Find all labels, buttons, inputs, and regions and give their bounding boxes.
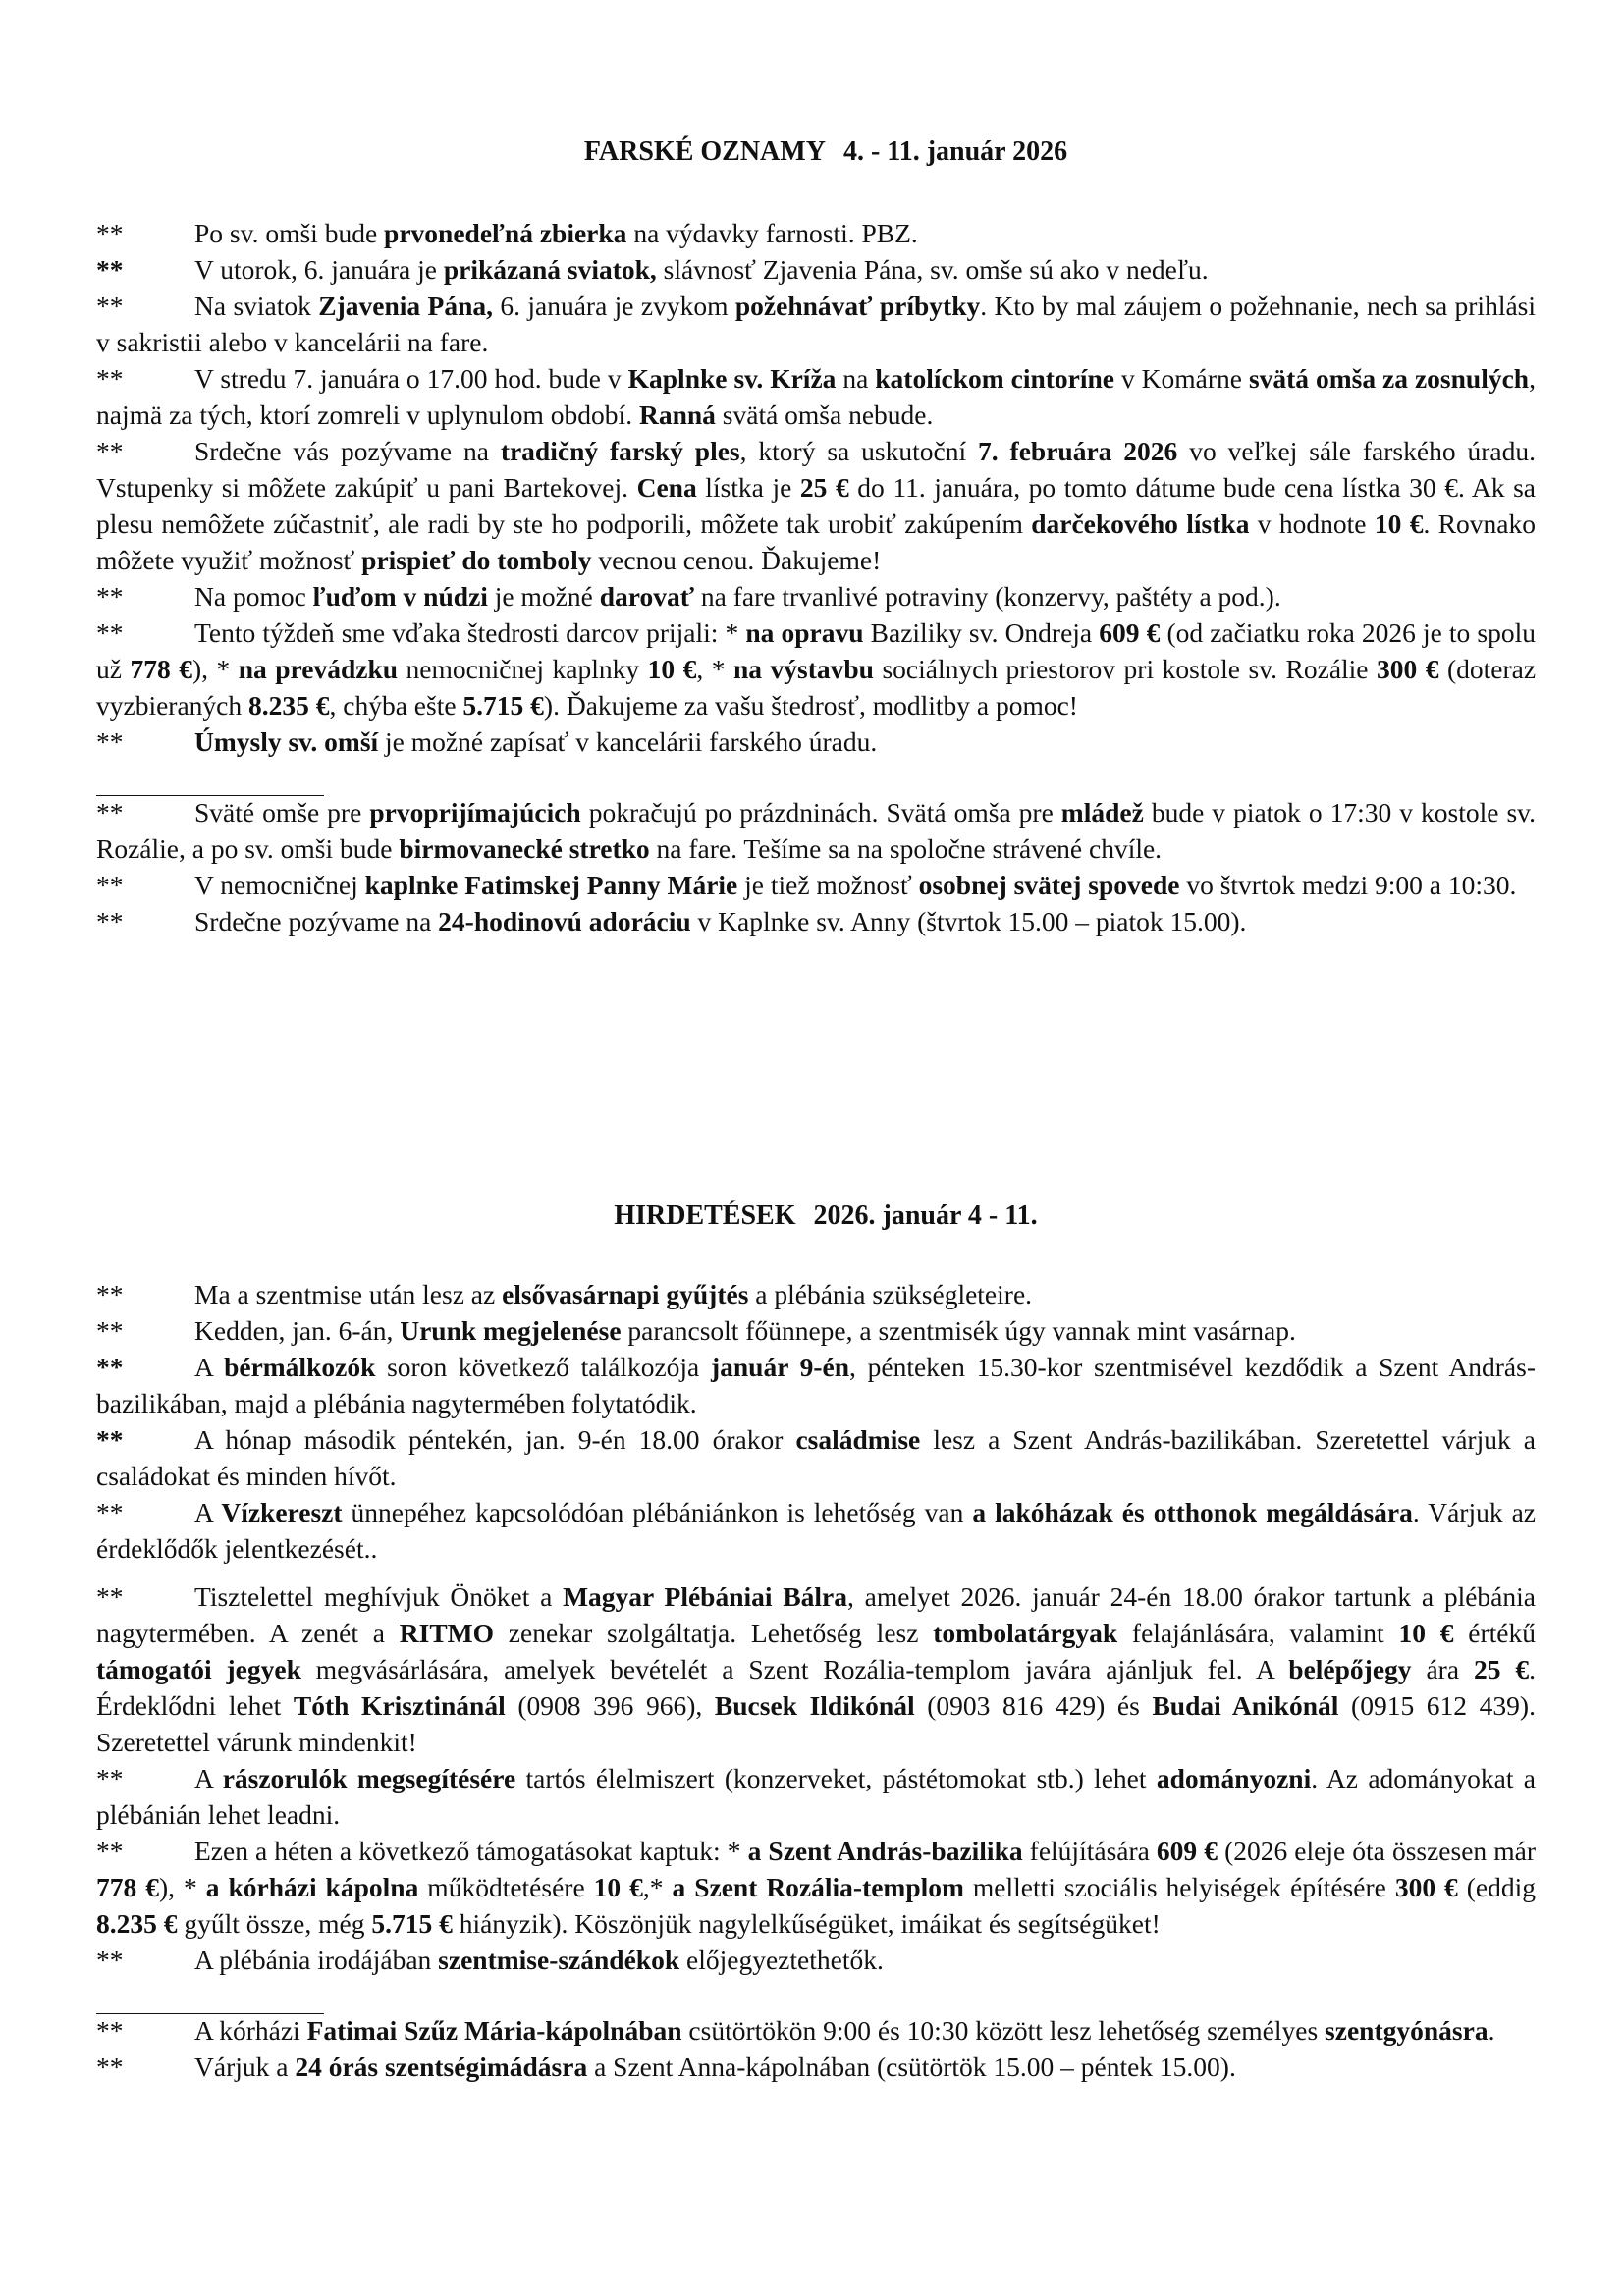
section-hungarian-announcements xyxy=(96,1276,1536,2085)
bullet-marker: ** xyxy=(96,218,124,248)
announcement-item xyxy=(96,1276,1536,1312)
section-title-hungarian xyxy=(96,1198,1536,1234)
emphasized-text: 10 € xyxy=(647,654,697,684)
body-text: na xyxy=(836,363,876,394)
body-text: na výdavky farnosti. PBZ. xyxy=(626,218,918,248)
emphasized-text: Kaplnke sv. Kríža xyxy=(627,363,837,394)
emphasized-text: szentmise-szándékok xyxy=(438,1945,680,1975)
body-text: A xyxy=(194,1352,225,1382)
section-title-slovak xyxy=(96,133,1536,170)
body-text: sociálnych priestorov pri kostole sv. Rozálie xyxy=(873,654,1377,684)
body-text: vecnou cenou. Ďakujeme! xyxy=(591,545,882,575)
body-text: A xyxy=(194,1763,223,1793)
announcement-item xyxy=(96,1312,1536,1349)
announcement-item xyxy=(96,215,1536,251)
body-text: A kórházi xyxy=(194,2015,307,2046)
body-text: bude v piatok o 17:30 v kostole sv. Rozálie, a po sv. omši bude xyxy=(96,797,1536,864)
body-text: na fare. Tešíme sa na spoločne strávené chvíle. xyxy=(649,833,1163,864)
announcement-item xyxy=(96,903,1536,939)
body-text: Tento týždeň sme vďaka štedrosti darcov prijali: * xyxy=(194,617,746,648)
body-text: (0908 396 966), xyxy=(505,1690,715,1721)
emphasized-text: tradičný farský ples xyxy=(500,436,740,466)
bullet-marker: ** xyxy=(96,870,124,900)
body-text: Kedden, jan. 6-án, xyxy=(194,1315,401,1346)
body-text: . Rovnako môžete využiť možnosť xyxy=(96,508,1536,575)
body-text: ára xyxy=(1411,1654,1474,1684)
emphasized-text: 10 € xyxy=(1398,1618,1454,1648)
body-text: (eddig xyxy=(1457,1872,1537,1902)
body-text: zenekar szolgáltatja. Lehetőség lesz xyxy=(494,1618,934,1648)
emphasized-text: svätá omša za zosnulých xyxy=(1248,363,1530,394)
emphasized-text: RITMO xyxy=(399,1618,495,1648)
body-text: do 11. januára, po tomto dátume bude cena lístka 30 €. Ak sa plesu nemôžete zúčastniť, ale radi by ste ho podporili, môžete tak urobiť zakúpením xyxy=(96,472,1536,539)
emphasized-text: prvonedeľná zbierka xyxy=(384,218,627,248)
body-text: . Az adományokat a plébánián lehet leadni. xyxy=(96,1763,1537,1830)
body-text: gyűlt össze, még xyxy=(177,1908,372,1939)
body-text: csütörtökön 9:00 és 10:30 között lesz lehetőség személyes xyxy=(681,2015,1326,2046)
emphasized-text: szentgyónásra xyxy=(1325,2015,1489,2046)
announcement-item xyxy=(96,1578,1536,1760)
emphasized-text: Bucsek Ildikónál xyxy=(714,1690,915,1721)
emphasized-text: prispieť do tomboly xyxy=(361,545,592,575)
emphasized-text: mládež xyxy=(1060,797,1144,828)
announcement-item xyxy=(96,1760,1536,1833)
emphasized-text: 8.235 € xyxy=(96,1908,178,1939)
body-text: Ma a szentmise után lesz az xyxy=(194,1279,503,1309)
emphasized-text: Budai Anikónál xyxy=(1152,1690,1339,1721)
body-text: . Kto by mal záujem o požehnanie, nech sa prihlási v sakristii alebo v kancelárii na fare. xyxy=(96,291,1537,357)
body-text: megvásárlására, amelyek bevételét a Szent Rozália-templom javára ajánljuk fel. A xyxy=(300,1654,1289,1684)
body-text: ), * xyxy=(191,654,239,684)
body-text: előjegyeztethetők. xyxy=(679,1945,884,1975)
body-text: melletti szociális helyiségek építésére xyxy=(963,1872,1395,1902)
bullet-marker: ** xyxy=(96,581,124,612)
body-text: Ezen a héten a következő támogatásokat kaptuk: * xyxy=(194,1836,748,1866)
title-main: HIRDETÉSEK xyxy=(614,1201,796,1231)
body-text: je možné zapísať v kancelárii farského úradu. xyxy=(378,726,878,757)
title-main: FARSKÉ OZNAMY xyxy=(583,136,826,167)
body-text: ,* xyxy=(642,1872,673,1902)
body-text: v Kaplnke sv. Anny (štvrtok 15.00 – piatok 15.00). xyxy=(690,906,1247,936)
emphasized-text: 300 € xyxy=(1377,654,1439,684)
emphasized-text: Vízkereszt xyxy=(221,1497,343,1527)
body-text: A xyxy=(194,1497,222,1527)
body-text: (0903 816 429) és xyxy=(914,1690,1153,1721)
emphasized-text: ľuďom v núdzi xyxy=(312,581,488,612)
body-text: 6. januára je zvykom xyxy=(493,291,735,321)
bullet-marker: ** xyxy=(96,1836,124,1866)
bullet-marker: ** xyxy=(96,291,124,321)
body-text: ünnepéhez kapcsolódóan plébániánkon is lehetőség van xyxy=(342,1497,973,1527)
announcement-item xyxy=(96,1349,1536,1421)
body-text: slávnosť Zjavenia Pána, sv. omše sú ako v nedeľu. xyxy=(656,254,1209,285)
body-text: , ktorý sa uskutoční xyxy=(739,436,979,466)
emphasized-text: 10 € xyxy=(1374,508,1424,539)
body-text: . xyxy=(1488,2015,1495,2046)
emphasized-text: Urunk megjelenése xyxy=(400,1315,622,1346)
body-text: v Komárne xyxy=(1114,363,1249,394)
announcement-item xyxy=(96,614,1536,723)
bullet-marker: ** xyxy=(96,617,124,648)
bullet-marker: ** xyxy=(96,1763,124,1793)
emphasized-text: rászorulók megsegítésére xyxy=(222,1763,516,1793)
body-text: értékű xyxy=(1453,1618,1536,1648)
body-text: Baziliky sv. Ondreja xyxy=(863,617,1100,648)
body-text: lístka je xyxy=(696,472,800,503)
body-text: (0915 612 439). Szeretettel várunk mindenkit! xyxy=(96,1690,1536,1757)
body-text: Várjuk a xyxy=(194,2052,296,2082)
body-text: A plébánia irodájában xyxy=(194,1945,439,1975)
bullet-marker: ** xyxy=(96,906,124,936)
emphasized-text: támogatói jegyek xyxy=(96,1654,301,1684)
body-text: hiányzik). Köszönjük nagylelkűségüket, imáikat és segítségüket! xyxy=(452,1908,1161,1939)
bullet-marker: ** xyxy=(96,2052,124,2082)
emphasized-text: 5.715 € xyxy=(371,1908,453,1939)
body-text: parancsolt főünnepe, a szentmisék úgy vannak mint vasárnap. xyxy=(621,1315,1296,1346)
body-text: je tiež možnosť xyxy=(737,870,919,900)
body-text: lesz a Szent András-bazilikában. Szeretettel várjuk a családokat és minden hívőt. xyxy=(96,1424,1536,1491)
emphasized-text: 10 € xyxy=(593,1872,643,1902)
body-text: Sväté omše pre xyxy=(194,797,370,828)
bullet-marker: ** xyxy=(96,1581,124,1612)
body-text: , chýba ešte xyxy=(329,690,463,721)
emphasized-text: tombolatárgyak xyxy=(933,1618,1118,1648)
announcement-item xyxy=(96,1421,1536,1494)
body-text: . Érdeklődni lehet xyxy=(96,1654,1536,1721)
bullet-marker: ** xyxy=(96,436,124,466)
emphasized-text: Cena xyxy=(636,472,697,503)
emphasized-text: Fatimai Szűz Mária-kápolnában xyxy=(306,2015,682,2046)
announcement-item xyxy=(96,1494,1536,1567)
announcement-item xyxy=(96,723,1536,760)
announcement-item xyxy=(96,433,1536,578)
emphasized-text: a Szent Rozália-templom xyxy=(672,1872,964,1902)
emphasized-text: elsővasárnapi gyűjtés xyxy=(502,1279,749,1309)
emphasized-text: Tóth Krisztinánál xyxy=(293,1690,506,1721)
body-text: Na sviatok xyxy=(194,291,319,321)
section-slovak-announcements xyxy=(96,215,1536,939)
announcement-item xyxy=(96,288,1536,360)
emphasized-text: 25 € xyxy=(1473,1654,1530,1684)
body-text: V utorok, 6. januára je xyxy=(194,254,444,285)
body-text: ), * xyxy=(158,1872,206,1902)
body-text: (2026 eleje óta összesen már xyxy=(1218,1836,1536,1866)
emphasized-text: családmise xyxy=(795,1424,921,1455)
body-text: svätá omša nebude. xyxy=(715,400,934,430)
bullet-marker: ** xyxy=(96,1424,124,1455)
emphasized-text: darčekového lístka xyxy=(1031,508,1250,539)
body-text: vo veľkej sále farského úradu. Vstupenky si môžete zakúpiť u pani Bartekovej. xyxy=(96,436,1536,503)
announcement-item xyxy=(96,2049,1536,2085)
emphasized-text: prvoprijímajúcich xyxy=(369,797,581,828)
body-text: v hodnote xyxy=(1249,508,1375,539)
body-text: felajánlására, valamint xyxy=(1117,1618,1399,1648)
body-text: Tisztelettel meghívjuk Önöket a xyxy=(194,1581,564,1612)
body-text: (doteraz vyzbieraných xyxy=(96,654,1537,721)
announcement-item xyxy=(96,578,1536,614)
announcement-item xyxy=(96,251,1536,288)
body-text: Srdečne vás pozývame na xyxy=(194,436,501,466)
body-text: ). Ďakujeme za vašu štedrosť, modlitby a pomoc! xyxy=(543,690,1078,721)
bullet-marker: ** xyxy=(96,254,124,285)
title-dates: 4. - 11. január 2026 xyxy=(842,136,1068,167)
body-text: Po sv. omši bude xyxy=(194,218,385,248)
emphasized-text: 778 € xyxy=(130,654,192,684)
body-text: a Szent Anna-kápolnában (csütörtök 15.00 – péntek 15.00). xyxy=(587,2052,1236,2082)
body-text: V nemocničnej xyxy=(194,870,365,900)
announcement-item xyxy=(96,867,1536,903)
emphasized-text: 5.715 € xyxy=(462,690,544,721)
emphasized-text: kaplnke Fatimskej Panny Márie xyxy=(364,870,738,900)
body-text: A hónap második péntekén, jan. 9-én 18.00 órakor xyxy=(194,1424,796,1455)
emphasized-text: Ranná xyxy=(638,400,716,430)
emphasized-text: na opravu xyxy=(745,617,864,648)
body-text: , amelyet 2026. január 24-én 18.00 órakor tartunk a plébánia nagytermében. A zenét a xyxy=(96,1581,1536,1648)
body-text: felújítására xyxy=(1022,1836,1157,1866)
announcement-item xyxy=(96,1942,1536,1978)
emphasized-text: Zjavenia Pána, xyxy=(318,291,493,321)
emphasized-text: a lakóházak és otthonok megáldására xyxy=(972,1497,1413,1527)
announcement-item xyxy=(96,1833,1536,1942)
spacer xyxy=(96,1567,1536,1578)
emphasized-text: 25 € xyxy=(799,472,849,503)
bullet-marker: ** xyxy=(96,797,124,828)
emphasized-text: 778 € xyxy=(96,1872,159,1902)
bullet-marker: ** xyxy=(96,363,124,394)
bullet-marker: ** xyxy=(96,1315,124,1346)
body-text: működtetésére xyxy=(418,1872,594,1902)
emphasized-text: birmovanecké stretko xyxy=(399,833,650,864)
emphasized-text: a Szent András-bazilika xyxy=(747,1836,1023,1866)
bullet-marker: ** xyxy=(96,2015,124,2046)
emphasized-text: požehnávať príbytky xyxy=(734,291,981,321)
body-text: je možné xyxy=(487,581,600,612)
bullet-marker: ** xyxy=(96,1352,124,1382)
emphasized-text: bérmálkozók xyxy=(224,1352,376,1382)
emphasized-text: január 9-én xyxy=(710,1352,850,1382)
body-text: Srdečne pozývame na xyxy=(194,906,439,936)
emphasized-text: na výstavbu xyxy=(732,654,874,684)
body-text: soron következő találkozója xyxy=(375,1352,711,1382)
emphasized-text: belépőjegy xyxy=(1288,1654,1412,1684)
announcement-item xyxy=(96,360,1536,433)
announcement-item xyxy=(96,794,1536,867)
body-text: a plébánia szükségleteire. xyxy=(748,1279,1033,1309)
emphasized-text: 609 € xyxy=(1156,1836,1218,1866)
body-text: , * xyxy=(696,654,733,684)
emphasized-text: katolíckom cintoríne xyxy=(875,363,1115,394)
emphasized-text: a kórházi kápolna xyxy=(205,1872,419,1902)
announcement-item xyxy=(96,2012,1536,2049)
body-text: , pénteken 15.30-kor szentmisével kezdődik a Szent András-bazilikában, majd a plébánia nagytermében folytatódik. xyxy=(96,1352,1537,1418)
bullet-marker: ** xyxy=(96,1279,124,1309)
body-text: (od začiatku roka 2026 je to spolu už xyxy=(96,617,1536,684)
emphasized-text: 300 € xyxy=(1394,1872,1458,1902)
bullet-marker: ** xyxy=(96,1497,124,1527)
emphasized-text: 8.235 € xyxy=(248,690,330,721)
body-text: . Várjuk az érdeklődők jelentkezését.. xyxy=(96,1497,1537,1564)
emphasized-text: darovať xyxy=(599,581,695,612)
title-dates: 2026. január 4 - 11. xyxy=(813,1201,1038,1231)
bullet-marker: ** xyxy=(96,1945,124,1975)
bullet-marker: ** xyxy=(96,726,124,757)
emphasized-text: na prevádzku xyxy=(238,654,399,684)
emphasized-text: prikázaná sviatok, xyxy=(443,254,657,285)
body-text: vo štvrtok medzi 9:00 a 10:30. xyxy=(1179,870,1517,900)
emphasized-text: 24 órás szentségimádásra xyxy=(295,2052,588,2082)
emphasized-text: 24-hodinovú adoráciu xyxy=(438,906,691,936)
emphasized-text: Úmysly sv. omší xyxy=(194,726,379,757)
emphasized-text: osobnej svätej spovede xyxy=(918,870,1180,900)
body-text: V stredu 7. januára o 17.00 hod. bude v xyxy=(194,363,628,394)
body-text: na fare trvanlivé potraviny (konzervy, paštéty a pod.). xyxy=(694,581,1281,612)
body-text: pokračujú po prázdninách. Svätá omša pre xyxy=(580,797,1061,828)
emphasized-text: Magyar Plébániai Bálra xyxy=(563,1581,848,1612)
emphasized-text: adományozni xyxy=(1156,1763,1312,1793)
emphasized-text: 609 € xyxy=(1099,617,1161,648)
body-text: nemocničnej kaplnky xyxy=(398,654,648,684)
body-text: Na pomoc xyxy=(194,581,313,612)
body-text: , najmä za tých, ktorí zomreli v uplynulom období. xyxy=(96,363,1536,430)
body-text: tartós élelmiszert (konzerveket, pástétomokat stb.) lehet xyxy=(515,1763,1157,1793)
emphasized-text: 7. februára 2026 xyxy=(978,436,1178,466)
